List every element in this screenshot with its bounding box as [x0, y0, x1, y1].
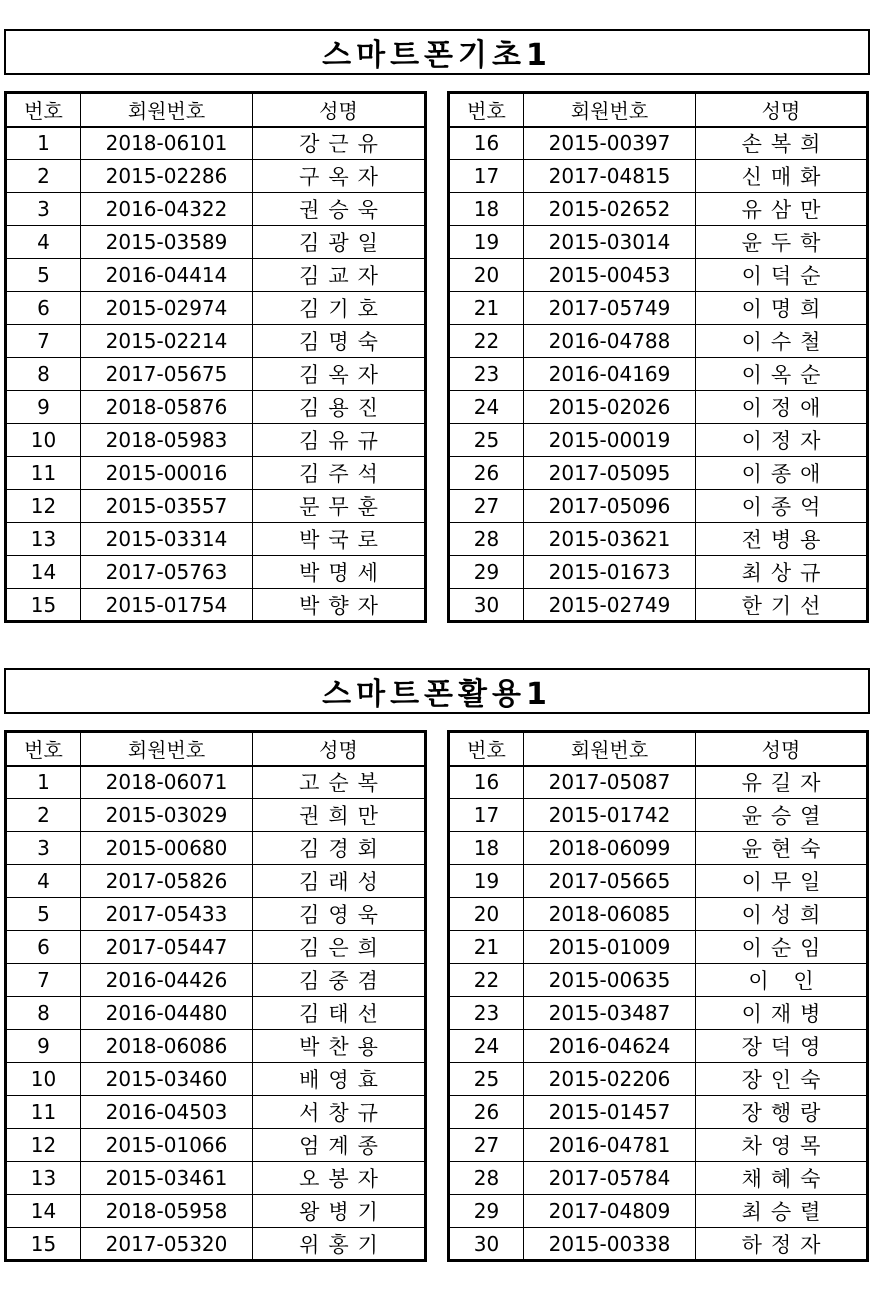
table-row: [449, 1162, 868, 1195]
row-number: 23: [449, 997, 524, 1030]
section-title: 스마트폰활용1: [4, 668, 870, 714]
roster-table-right: [447, 730, 869, 1262]
member-id-cell: 2017-05665: [524, 865, 696, 898]
table-row: [6, 457, 426, 490]
row-number: 9: [6, 391, 81, 424]
table-row: [6, 358, 426, 391]
member-id-cell: 2015-03557: [81, 490, 253, 523]
header-number: 번호: [6, 732, 81, 766]
row-number: 13: [6, 523, 81, 556]
member-name-cell: 이명희: [696, 292, 868, 325]
table-row: [449, 1096, 868, 1129]
row-number: 27: [449, 1129, 524, 1162]
member-id-cell: 2015-01066: [81, 1129, 253, 1162]
table-header-row: [449, 732, 868, 766]
member-name-cell: 장인숙: [696, 1063, 868, 1096]
header-name: 성명: [253, 732, 426, 766]
table-row: [449, 556, 868, 589]
table-row: [449, 358, 868, 391]
header-member-id: 회원번호: [524, 732, 696, 766]
table-row: [6, 1096, 426, 1129]
member-id-cell: 2015-03314: [81, 523, 253, 556]
member-id-cell: 2015-01673: [524, 556, 696, 589]
row-number: 4: [6, 226, 81, 259]
row-number: 28: [449, 1162, 524, 1195]
table-row: [449, 457, 868, 490]
member-id-cell: 2017-05784: [524, 1162, 696, 1195]
table-row: [6, 391, 426, 424]
member-name-cell: 김유규: [253, 424, 426, 457]
header-member-id: 회원번호: [524, 93, 696, 127]
member-name-cell: 이정자: [696, 424, 868, 457]
header-name: 성명: [696, 93, 868, 127]
member-id-cell: 2016-04322: [81, 193, 253, 226]
row-number: 26: [449, 457, 524, 490]
member-name-cell: 구옥자: [253, 160, 426, 193]
member-name-cell: 이수철: [696, 325, 868, 358]
member-id-cell: 2017-04809: [524, 1195, 696, 1228]
member-id-cell: 2015-03014: [524, 226, 696, 259]
member-id-cell: 2015-00016: [81, 457, 253, 490]
member-name-cell: 김교자: [253, 259, 426, 292]
table-row: [449, 424, 868, 457]
member-name-cell: 차영목: [696, 1129, 868, 1162]
member-name-cell: 서창규: [253, 1096, 426, 1129]
member-name-cell: 강근유: [253, 127, 426, 160]
member-id-cell: 2016-04414: [81, 259, 253, 292]
table-row: [6, 898, 426, 931]
member-name-cell: 김경회: [253, 832, 426, 865]
member-name-cell: 손복희: [696, 127, 868, 160]
row-number: 19: [449, 226, 524, 259]
section-title: 스마트폰기초1: [4, 29, 870, 75]
member-id-cell: 2017-05096: [524, 490, 696, 523]
row-number: 24: [449, 391, 524, 424]
member-id-cell: 2015-02206: [524, 1063, 696, 1096]
table-header-row: [6, 93, 426, 127]
row-number: 19: [449, 865, 524, 898]
table-row: [449, 799, 868, 832]
member-id-cell: 2017-04815: [524, 160, 696, 193]
member-id-cell: 2015-01754: [81, 589, 253, 622]
member-id-cell: 2018-06071: [81, 766, 253, 799]
member-name-cell: 김래성: [253, 865, 426, 898]
member-name-cell: 김주석: [253, 457, 426, 490]
member-name-cell: 김옥자: [253, 358, 426, 391]
table-row: [449, 997, 868, 1030]
table-row: [449, 325, 868, 358]
member-id-cell: 2015-03487: [524, 997, 696, 1030]
table-row: [6, 556, 426, 589]
row-number: 21: [449, 292, 524, 325]
member-id-cell: 2015-01457: [524, 1096, 696, 1129]
member-id-cell: 2015-00680: [81, 832, 253, 865]
row-number: 28: [449, 523, 524, 556]
table-row: [6, 1228, 426, 1261]
row-number: 26: [449, 1096, 524, 1129]
roster-table-left: [4, 91, 427, 623]
member-id-cell: 2015-00635: [524, 964, 696, 997]
member-id-cell: 2017-05433: [81, 898, 253, 931]
table-row: [6, 766, 426, 799]
table-row: [6, 865, 426, 898]
member-id-cell: 2018-06099: [524, 832, 696, 865]
member-name-cell: 왕병기: [253, 1195, 426, 1228]
row-number: 10: [6, 424, 81, 457]
row-number: 20: [449, 898, 524, 931]
row-number: 9: [6, 1030, 81, 1063]
member-name-cell: 박명세: [253, 556, 426, 589]
row-number: 1: [6, 127, 81, 160]
table-row: [449, 1228, 868, 1261]
table-row: [449, 931, 868, 964]
member-name-cell: 이성희: [696, 898, 868, 931]
table-row: [6, 523, 426, 556]
member-id-cell: 2015-02286: [81, 160, 253, 193]
member-id-cell: 2017-05087: [524, 766, 696, 799]
row-number: 6: [6, 292, 81, 325]
table-row: [449, 292, 868, 325]
row-number: 10: [6, 1063, 81, 1096]
member-id-cell: 2015-00019: [524, 424, 696, 457]
row-number: 30: [449, 589, 524, 622]
row-number: 27: [449, 490, 524, 523]
row-number: 20: [449, 259, 524, 292]
table-row: [449, 832, 868, 865]
row-number: 8: [6, 997, 81, 1030]
table-row: [449, 127, 868, 160]
table-row: [449, 490, 868, 523]
member-id-cell: 2017-05675: [81, 358, 253, 391]
member-id-cell: 2015-02749: [524, 589, 696, 622]
table-row: [6, 1162, 426, 1195]
table-row: [6, 1030, 426, 1063]
member-name-cell: 오봉자: [253, 1162, 426, 1195]
row-number: 11: [6, 457, 81, 490]
table-row: [449, 865, 868, 898]
row-number: 11: [6, 1096, 81, 1129]
member-name-cell: 이종억: [696, 490, 868, 523]
member-name-cell: 김명숙: [253, 325, 426, 358]
member-name-cell: 배영효: [253, 1063, 426, 1096]
member-name-cell: 이종애: [696, 457, 868, 490]
row-number: 17: [449, 160, 524, 193]
table-row: [449, 1063, 868, 1096]
member-name-cell: 엄계종: [253, 1129, 426, 1162]
row-number: 4: [6, 865, 81, 898]
member-id-cell: 2016-04624: [524, 1030, 696, 1063]
member-name-cell: 김영욱: [253, 898, 426, 931]
row-number: 14: [6, 556, 81, 589]
row-number: 25: [449, 1063, 524, 1096]
row-number: 7: [6, 325, 81, 358]
table-row: [6, 931, 426, 964]
member-name-cell: 채혜숙: [696, 1162, 868, 1195]
table-row: [6, 589, 426, 622]
member-name-cell: 김용진: [253, 391, 426, 424]
member-id-cell: 2016-04480: [81, 997, 253, 1030]
member-name-cell: 이정애: [696, 391, 868, 424]
member-name-cell: 박향자: [253, 589, 426, 622]
member-name-cell: 이덕순: [696, 259, 868, 292]
table-row: [6, 799, 426, 832]
row-number: 3: [6, 832, 81, 865]
table-row: [6, 1129, 426, 1162]
table-row: [449, 160, 868, 193]
table-row: [6, 226, 426, 259]
member-name-cell: 김은희: [253, 931, 426, 964]
row-number: 18: [449, 832, 524, 865]
member-id-cell: 2017-05749: [524, 292, 696, 325]
member-id-cell: 2017-05095: [524, 457, 696, 490]
table-header-row: [449, 93, 868, 127]
row-number: 21: [449, 931, 524, 964]
row-number: 5: [6, 898, 81, 931]
row-number: 16: [449, 127, 524, 160]
member-id-cell: 2016-04503: [81, 1096, 253, 1129]
row-number: 24: [449, 1030, 524, 1063]
member-name-cell: 장행랑: [696, 1096, 868, 1129]
member-id-cell: 2015-03461: [81, 1162, 253, 1195]
row-number: 18: [449, 193, 524, 226]
table-header-row: [6, 732, 426, 766]
member-id-cell: 2017-05447: [81, 931, 253, 964]
member-name-cell: 김태선: [253, 997, 426, 1030]
header-number: 번호: [449, 93, 524, 127]
member-name-cell: 박찬용: [253, 1030, 426, 1063]
row-number: 8: [6, 358, 81, 391]
member-id-cell: 2016-04426: [81, 964, 253, 997]
row-number: 15: [6, 1228, 81, 1261]
member-id-cell: 2018-06101: [81, 127, 253, 160]
member-id-cell: 2017-05826: [81, 865, 253, 898]
member-name-cell: 이 인: [696, 964, 868, 997]
row-number: 15: [6, 589, 81, 622]
member-id-cell: 2015-00338: [524, 1228, 696, 1261]
row-number: 2: [6, 799, 81, 832]
member-name-cell: 권희만: [253, 799, 426, 832]
row-number: 29: [449, 1195, 524, 1228]
row-number: 13: [6, 1162, 81, 1195]
member-id-cell: 2017-05320: [81, 1228, 253, 1261]
member-id-cell: 2017-05763: [81, 556, 253, 589]
member-name-cell: 한기선: [696, 589, 868, 622]
member-id-cell: 2015-03460: [81, 1063, 253, 1096]
member-id-cell: 2015-01742: [524, 799, 696, 832]
table-row: [449, 259, 868, 292]
member-name-cell: 윤현숙: [696, 832, 868, 865]
member-id-cell: 2015-02214: [81, 325, 253, 358]
member-id-cell: 2015-00453: [524, 259, 696, 292]
row-number: 1: [6, 766, 81, 799]
header-name: 성명: [253, 93, 426, 127]
member-name-cell: 하정자: [696, 1228, 868, 1261]
row-number: 2: [6, 160, 81, 193]
header-member-id: 회원번호: [81, 93, 253, 127]
table-row: [449, 1030, 868, 1063]
member-id-cell: 2015-02026: [524, 391, 696, 424]
member-id-cell: 2015-02652: [524, 193, 696, 226]
roster-table-left: [4, 730, 427, 1262]
row-number: 5: [6, 259, 81, 292]
member-id-cell: 2016-04781: [524, 1129, 696, 1162]
member-name-cell: 장덕영: [696, 1030, 868, 1063]
member-name-cell: 신매화: [696, 160, 868, 193]
member-id-cell: 2015-01009: [524, 931, 696, 964]
member-id-cell: 2015-03621: [524, 523, 696, 556]
row-number: 12: [6, 490, 81, 523]
member-name-cell: 김기호: [253, 292, 426, 325]
member-name-cell: 이옥순: [696, 358, 868, 391]
table-row: [6, 997, 426, 1030]
member-name-cell: 고순복: [253, 766, 426, 799]
member-id-cell: 2016-04169: [524, 358, 696, 391]
table-row: [449, 1129, 868, 1162]
row-number: 23: [449, 358, 524, 391]
table-row: [6, 1063, 426, 1096]
member-name-cell: 최승렬: [696, 1195, 868, 1228]
table-row: [449, 1195, 868, 1228]
member-name-cell: 유길자: [696, 766, 868, 799]
table-row: [449, 523, 868, 556]
table-row: [6, 259, 426, 292]
row-number: 3: [6, 193, 81, 226]
table-row: [6, 490, 426, 523]
member-name-cell: 윤승열: [696, 799, 868, 832]
table-row: [6, 832, 426, 865]
member-name-cell: 이순임: [696, 931, 868, 964]
member-name-cell: 유삼만: [696, 193, 868, 226]
table-row: [449, 391, 868, 424]
member-name-cell: 최상규: [696, 556, 868, 589]
table-row: [6, 964, 426, 997]
member-id-cell: 2018-06085: [524, 898, 696, 931]
table-row: [449, 766, 868, 799]
member-id-cell: 2015-02974: [81, 292, 253, 325]
member-name-cell: 윤두학: [696, 226, 868, 259]
header-number: 번호: [6, 93, 81, 127]
row-number: 22: [449, 325, 524, 358]
member-id-cell: 2018-05983: [81, 424, 253, 457]
table-row: [6, 127, 426, 160]
row-number: 16: [449, 766, 524, 799]
header-number: 번호: [449, 732, 524, 766]
row-number: 14: [6, 1195, 81, 1228]
member-name-cell: 권승욱: [253, 193, 426, 226]
table-row: [6, 1195, 426, 1228]
member-id-cell: 2015-03589: [81, 226, 253, 259]
row-number: 12: [6, 1129, 81, 1162]
member-name-cell: 문무훈: [253, 490, 426, 523]
row-number: 25: [449, 424, 524, 457]
roster-table-right: [447, 91, 869, 623]
member-id-cell: 2016-04788: [524, 325, 696, 358]
member-id-cell: 2015-03029: [81, 799, 253, 832]
table-row: [449, 898, 868, 931]
member-name-cell: 이무일: [696, 865, 868, 898]
member-id-cell: 2018-06086: [81, 1030, 253, 1063]
table-row: [6, 292, 426, 325]
member-name-cell: 이재병: [696, 997, 868, 1030]
row-number: 22: [449, 964, 524, 997]
table-row: [449, 964, 868, 997]
member-name-cell: 김광일: [253, 226, 426, 259]
row-number: 7: [6, 964, 81, 997]
header-member-id: 회원번호: [81, 732, 253, 766]
table-row: [449, 226, 868, 259]
table-row: [449, 193, 868, 226]
member-name-cell: 김중겸: [253, 964, 426, 997]
header-name: 성명: [696, 732, 868, 766]
row-number: 17: [449, 799, 524, 832]
member-id-cell: 2018-05958: [81, 1195, 253, 1228]
member-id-cell: 2018-05876: [81, 391, 253, 424]
table-row: [6, 193, 426, 226]
table-row: [449, 589, 868, 622]
table-row: [6, 325, 426, 358]
row-number: 29: [449, 556, 524, 589]
table-row: [6, 424, 426, 457]
member-name-cell: 전병용: [696, 523, 868, 556]
row-number: 6: [6, 931, 81, 964]
member-name-cell: 박국로: [253, 523, 426, 556]
table-row: [6, 160, 426, 193]
member-name-cell: 위홍기: [253, 1228, 426, 1261]
row-number: 30: [449, 1228, 524, 1261]
member-id-cell: 2015-00397: [524, 127, 696, 160]
